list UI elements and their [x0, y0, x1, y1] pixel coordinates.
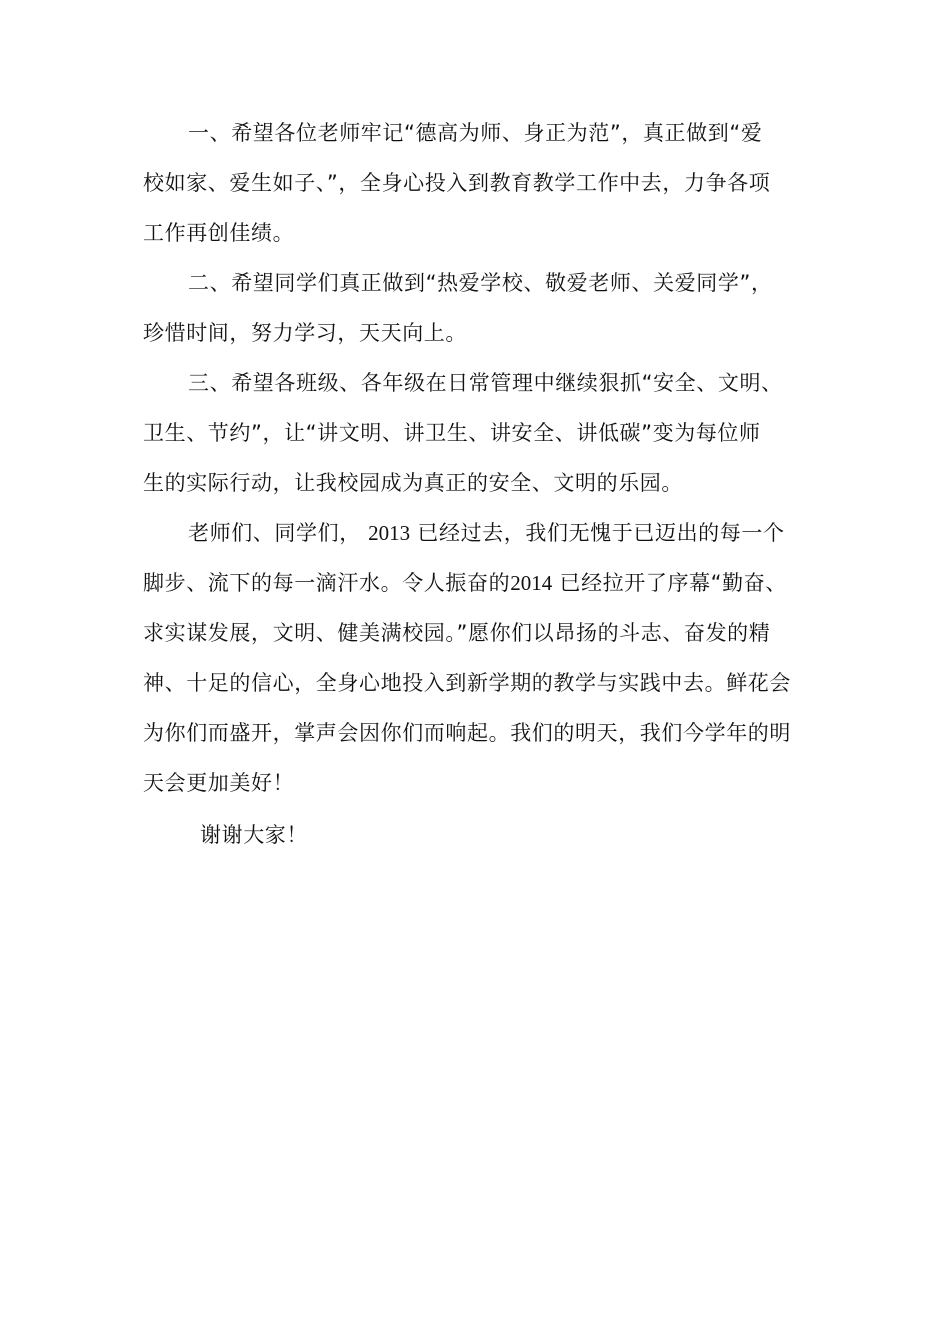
- p3-line-3: 生的实际行动，让我校园成为真正的安全、文明的乐园。: [143, 471, 683, 495]
- p4-line-1-text-a: 老师们、同学们，: [188, 521, 361, 545]
- p4-line-2-text-b: 已经拉开了序幕“勤奋、: [559, 571, 787, 595]
- p3-line-2: 卫生、节约”，让“讲文明、讲卫生、讲安全、讲低碳”变为每位师: [143, 421, 761, 445]
- p4-line-5: 为你们而盛开，掌声会因你们而响起。我们的明天，我们今学年的明: [143, 721, 791, 745]
- p1-line-1: 一、希望各位老师牢记“德高为师、身正为范”，真正做到“爱: [188, 121, 763, 145]
- p4-line-6: 天会更加美好！: [143, 771, 295, 795]
- p4-line-4: 神、十足的信心，全身心地投入到新学期的教学与实践中去。鲜花会: [143, 671, 791, 695]
- p4-line-2: [143, 568, 787, 598]
- p4-line-2-text-a: 脚步、流下的每一滴汗水。令人振奋的: [143, 571, 511, 595]
- p1-line-3: 工作再创佳绩。: [143, 221, 295, 245]
- year-2014: 2014: [510, 571, 553, 595]
- p4-line-3: 求实谋发展，文明、健美满校园。”愿你们以昂扬的斗志、奋发的精: [143, 621, 771, 645]
- p4-line-1: [188, 518, 785, 548]
- closing-thanks: 谢谢大家！: [200, 823, 308, 847]
- year-2013: 2013: [368, 521, 411, 545]
- p2-line-1: 二、希望同学们真正做到“热爱学校、敬爱老师、关爱同学”，: [188, 271, 773, 295]
- p1-line-2: 校如家、爱生如子、”，全身心投入到教育教学工作中去，力争各项: [143, 171, 771, 195]
- p3-line-1: 三、希望各班级、各年级在日常管理中继续狠抓“安全、文明、: [188, 371, 783, 395]
- p2-line-2: 珍惜时间，努力学习，天天向上。: [143, 321, 467, 345]
- p4-line-1-text-b: 已经过去，我们无愧于已迈出的每一个: [417, 521, 785, 545]
